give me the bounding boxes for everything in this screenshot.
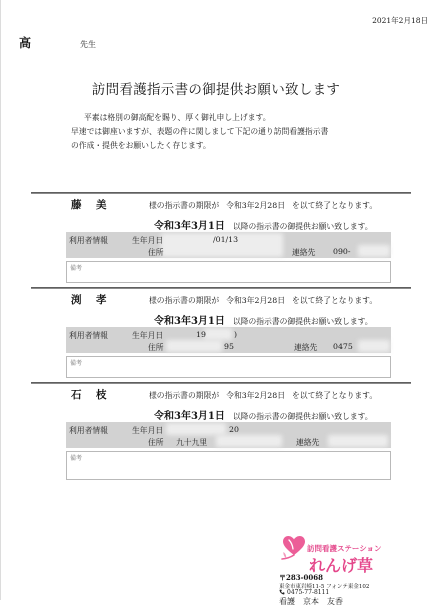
patient-section: [1, 382, 431, 482]
expiry-date: 令和3年2月28日: [226, 296, 285, 305]
expiry-prefix: 様の指示書の期限が: [149, 201, 220, 210]
info-label: 利用者情報: [69, 331, 108, 340]
birth-label: 生年月日: [132, 236, 164, 245]
contact-label: 連絡先: [294, 343, 318, 352]
phone-number: 0475-77-8111: [287, 589, 330, 596]
info-label: 利用者情報: [69, 426, 108, 435]
document-date: 2021年2月18日: [372, 16, 428, 25]
postal-code: 〒283-0068: [279, 573, 323, 582]
address-value: 九十九里: [176, 438, 208, 447]
address-label: 住所: [148, 343, 164, 352]
birth-label: 生年月日: [132, 426, 164, 435]
contact-label: 連絡先: [296, 438, 320, 447]
note-label: 備考: [70, 265, 83, 272]
expiry-prefix: 様の指示書の期限が: [149, 296, 220, 305]
start-notice: [154, 404, 373, 423]
start-notice: [154, 214, 373, 233]
expiry-suffix: を以て終了となります。: [292, 296, 378, 305]
document-title: 訪問看護指示書の御提供お願い致します: [91, 82, 341, 98]
address-label: 住所: [148, 438, 164, 447]
lotus-heart-icon: [280, 534, 306, 562]
recipient-name: 高: [19, 36, 32, 50]
station-address: 東金市東岩崎11-5 フォンテ東金102: [279, 584, 370, 590]
redaction-blur: [204, 328, 232, 340]
expiry-notice: [149, 390, 377, 401]
section-divider: [31, 382, 411, 384]
redaction-blur: [358, 245, 390, 257]
patient-name: 藤 美: [71, 199, 109, 211]
patient-name: 石 枝: [71, 389, 109, 401]
patient-name: 渕 孝: [71, 294, 109, 306]
contact-value: 0475: [333, 342, 353, 351]
body-line: 平素は格別の御高配を賜り、厚く御礼申し上げます。: [84, 113, 271, 122]
birth-value-tail: ): [234, 330, 238, 339]
station-name: れんげ草: [309, 556, 374, 575]
info-label: 利用者情報: [69, 236, 108, 245]
staff-name: 看護 京本 友香: [279, 597, 343, 606]
birth-value: /01/13: [213, 235, 239, 244]
contact-value: 090-: [333, 247, 351, 256]
expiry-suffix: を以て終了となります。: [292, 201, 378, 210]
redaction-blur: [166, 340, 222, 352]
phone-row: [279, 589, 329, 596]
address-label: 住所: [148, 248, 164, 257]
birth-label: 生年月日: [132, 331, 164, 340]
note-box: [66, 261, 391, 283]
patient-info-band: [66, 422, 391, 448]
patient-info-band: [66, 232, 391, 258]
address-value: 95: [224, 342, 234, 351]
recipient-honorific: 先生: [80, 40, 96, 49]
section-divider: [31, 192, 411, 194]
section-divider: [31, 287, 411, 289]
start-date: 令和3年3月1日: [154, 411, 225, 422]
birth-value: 20: [229, 425, 239, 434]
phone-icon: [279, 589, 285, 595]
body-line: の作成・提供をお願いしたく存じます。: [71, 141, 211, 150]
expiry-notice: [149, 295, 377, 306]
note-label: 備考: [70, 455, 83, 462]
redaction-blur: [358, 340, 390, 352]
expiry-notice: [149, 200, 377, 211]
patient-section: [1, 192, 431, 292]
note-box: [66, 451, 391, 480]
patient-info-band: [66, 327, 391, 353]
redaction-blur: [328, 435, 388, 447]
start-notice: [154, 309, 373, 328]
note-box: [66, 356, 391, 378]
patient-section: [1, 287, 431, 387]
birth-value: 19: [196, 330, 206, 339]
start-date: 令和3年3月1日: [154, 221, 225, 232]
expiry-date: 令和3年2月28日: [226, 201, 285, 210]
body-line: 早速では御座いますが、表題の件に関しまして下記の通り訪問看護指示書: [71, 127, 329, 136]
expiry-prefix: 様の指示書の期限が: [149, 391, 220, 400]
start-suffix: 以降の指示書の御提供お願い致します。: [232, 317, 373, 326]
station-type: 訪問看護ステーション: [307, 544, 382, 553]
redaction-blur: [216, 435, 282, 447]
start-date: 令和3年3月1日: [154, 316, 225, 327]
note-label: 備考: [70, 360, 83, 367]
expiry-date: 令和3年2月28日: [226, 391, 285, 400]
contact-label: 連絡先: [292, 248, 316, 257]
start-suffix: 以降の指示書の御提供お願い致します。: [232, 222, 373, 231]
start-suffix: 以降の指示書の御提供お願い致します。: [232, 412, 373, 421]
redaction-blur: [166, 423, 226, 435]
expiry-suffix: を以て終了となります。: [292, 391, 378, 400]
